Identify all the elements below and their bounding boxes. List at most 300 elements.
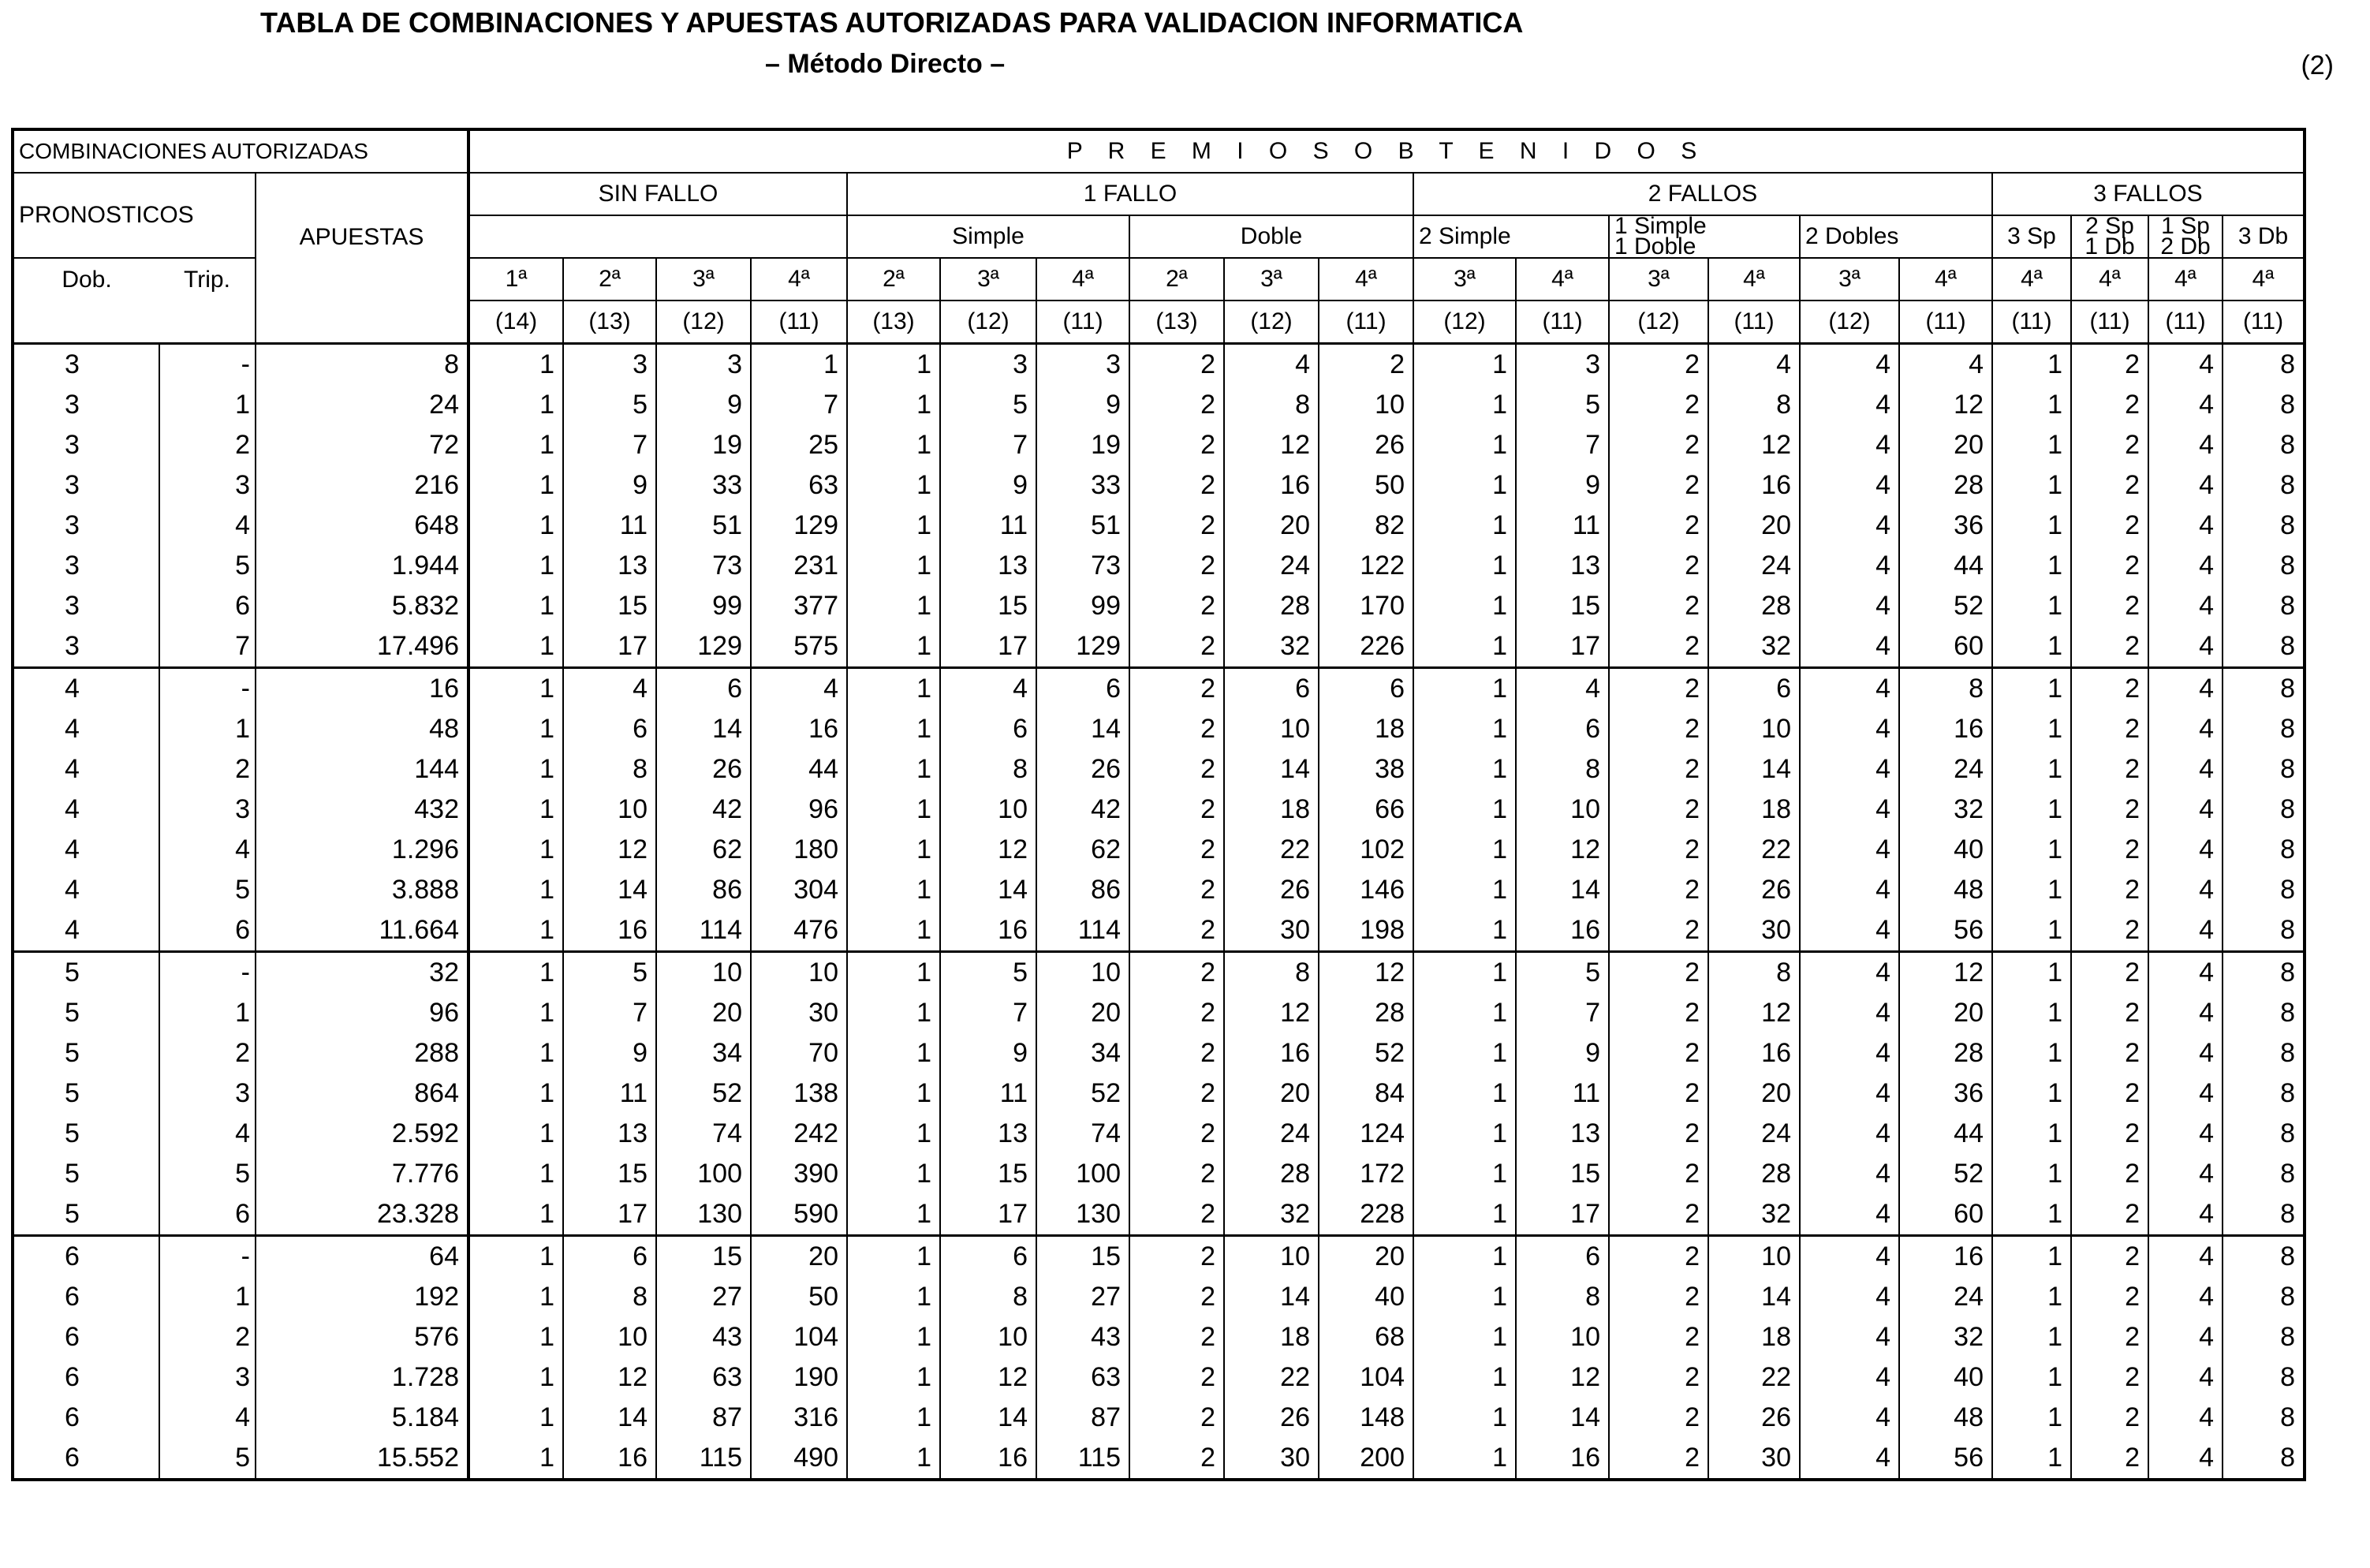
premio-cell: 1	[847, 1398, 940, 1438]
premio-cell: 3	[1036, 344, 1129, 386]
triples-cell: 4	[159, 1398, 256, 1438]
premio-cell: 8	[2223, 910, 2305, 952]
premio-cell: 2	[1609, 1154, 1708, 1194]
premio-cell: 13	[940, 1114, 1036, 1154]
premio-cell: 1	[468, 709, 563, 749]
premio-cell: 2	[1129, 952, 1224, 994]
apuestas-cell: 576	[256, 1317, 468, 1357]
premio-cell: 17	[1516, 626, 1609, 668]
premio-cell: 1	[468, 1277, 563, 1317]
premio-cell: 1	[1992, 993, 2071, 1033]
premio-cell: 172	[1319, 1154, 1413, 1194]
premio-cell: 8	[2223, 1154, 2305, 1194]
premio-cell: 231	[751, 546, 847, 586]
premio-cell: 1	[847, 1073, 940, 1114]
premio-cell: 4	[2148, 1236, 2223, 1278]
premio-cell: 1	[847, 709, 940, 749]
premio-cell: 52	[1899, 586, 1992, 626]
premio-cell: 12	[1224, 425, 1319, 465]
premio-cell: 2	[2071, 1114, 2148, 1154]
table-row	[13, 830, 2305, 870]
sub-2-sp: 2 Sp	[2085, 215, 2134, 239]
dobles-cell: 5	[13, 1033, 159, 1073]
premio-cell: 52	[1319, 1033, 1413, 1073]
premio-cell: 16	[751, 709, 847, 749]
apuestas-cell: 24	[256, 385, 468, 425]
premio-cell: 1	[847, 830, 940, 870]
premio-cell: 2	[1609, 586, 1708, 626]
premio-cell: 2	[1609, 910, 1708, 952]
triples-cell: 1	[159, 385, 256, 425]
apuestas-cell: 144	[256, 749, 468, 790]
category-header: 3ª	[656, 258, 751, 301]
premio-cell: 115	[656, 1438, 751, 1480]
premio-cell: 1	[1413, 870, 1516, 910]
premio-cell: 390	[751, 1154, 847, 1194]
apuestas-cell: 1.944	[256, 546, 468, 586]
premio-cell: 2	[2071, 385, 2148, 425]
premio-cell: 25	[751, 425, 847, 465]
document-title: TABLA DE COMBINACIONES Y APUESTAS AUTORIZADAS PARA VALIDACION INFORMATICA	[260, 6, 1524, 39]
premio-cell: 63	[751, 465, 847, 506]
premio-cell: 24	[1708, 1114, 1800, 1154]
premio-cell: 4	[1800, 870, 1899, 910]
premio-cell: 1	[847, 344, 940, 386]
premio-cell: 1	[1992, 1194, 2071, 1236]
category-header: 4ª	[751, 258, 847, 301]
premio-cell: 18	[1224, 1317, 1319, 1357]
premio-cell: 2	[2071, 910, 2148, 952]
dobles-cell: 3	[13, 465, 159, 506]
premio-cell: 1	[468, 910, 563, 952]
premio-cell: 12	[1319, 952, 1413, 994]
premio-cell: 14	[1516, 1398, 1609, 1438]
trip-spacer	[159, 301, 256, 344]
premio-cell: 2	[2071, 1194, 2148, 1236]
premio-cell: 1	[468, 344, 563, 386]
premio-cell: 2	[2071, 709, 2148, 749]
premio-cell: 10	[1516, 1317, 1609, 1357]
hits-header: (14)	[468, 301, 563, 344]
premio-cell: 8	[2223, 749, 2305, 790]
premio-cell: 2	[1129, 1114, 1224, 1154]
triples-cell: 3	[159, 1357, 256, 1398]
table-row	[13, 1357, 2305, 1398]
premio-cell: 11	[563, 506, 656, 546]
premio-cell: 36	[1899, 1073, 1992, 1114]
premio-cell: 1	[847, 586, 940, 626]
premio-cell: 1	[468, 1033, 563, 1073]
premio-cell: 51	[656, 506, 751, 546]
premio-cell: 70	[751, 1033, 847, 1073]
category-header: 4ª	[1708, 258, 1800, 301]
premio-cell: 1	[468, 1194, 563, 1236]
premio-cell: 8	[2223, 870, 2305, 910]
premio-cell: 1	[1992, 870, 2071, 910]
premio-cell: 1	[847, 506, 940, 546]
page-number: (2)	[2301, 50, 2334, 80]
premio-cell: 1	[847, 993, 940, 1033]
premio-cell: 1	[847, 1357, 940, 1398]
dobles-cell: 3	[13, 506, 159, 546]
premio-cell: 4	[2148, 668, 2223, 710]
premio-cell: 16	[1224, 1033, 1319, 1073]
hits-header: (11)	[1899, 301, 1992, 344]
dobles-cell: 5	[13, 1154, 159, 1194]
premio-cell: 30	[1708, 1438, 1800, 1480]
premio-cell: 1	[468, 586, 563, 626]
dobles-cell: 3	[13, 586, 159, 626]
premio-cell: 1	[847, 1033, 940, 1073]
premio-cell: 19	[1036, 425, 1129, 465]
premio-cell: 9	[563, 1033, 656, 1073]
premio-cell: 3	[656, 344, 751, 386]
apuestas-cell: 32	[256, 952, 468, 994]
premio-cell: 66	[1319, 790, 1413, 830]
premio-cell: 1	[1413, 385, 1516, 425]
premio-cell: 1	[468, 1398, 563, 1438]
sub-2sp-1db	[2071, 215, 2148, 258]
premio-cell: 4	[2148, 1033, 2223, 1073]
premio-cell: 4	[2148, 1194, 2223, 1236]
triples-cell: 2	[159, 1033, 256, 1073]
premio-cell: 99	[656, 586, 751, 626]
premio-cell: 9	[940, 1033, 1036, 1073]
premio-cell: 12	[1899, 952, 1992, 994]
premio-cell: 10	[563, 790, 656, 830]
premio-cell: 10	[563, 1317, 656, 1357]
premio-cell: 4	[2148, 1398, 2223, 1438]
premio-cell: 2	[2071, 870, 2148, 910]
premio-cell: 12	[940, 1357, 1036, 1398]
dobles-cell: 4	[13, 749, 159, 790]
premio-cell: 6	[1708, 668, 1800, 710]
triples-cell: 1	[159, 993, 256, 1033]
premio-cell: 1	[1413, 546, 1516, 586]
premio-cell: 1	[1413, 952, 1516, 994]
premio-cell: 1	[847, 1438, 940, 1480]
premio-cell: 1	[1413, 1438, 1516, 1480]
premio-cell: 8	[2223, 830, 2305, 870]
premio-cell: 2	[1609, 1438, 1708, 1480]
premio-cell: 60	[1899, 1194, 1992, 1236]
premio-cell: 10	[1224, 1236, 1319, 1278]
premio-cell: 12	[1899, 385, 1992, 425]
premio-cell: 24	[1224, 1114, 1319, 1154]
premio-cell: 102	[1319, 830, 1413, 870]
premio-cell: 26	[1708, 870, 1800, 910]
premio-cell: 2	[1609, 870, 1708, 910]
premio-cell: 20	[1224, 1073, 1319, 1114]
premio-cell: 4	[2148, 830, 2223, 870]
premio-cell: 1	[1992, 1317, 2071, 1357]
premio-cell: 1	[847, 626, 940, 668]
category-header: 2ª	[847, 258, 940, 301]
premio-cell: 6	[563, 1236, 656, 1278]
category-header: 4ª	[1319, 258, 1413, 301]
apuestas-cell: 8	[256, 344, 468, 386]
premio-cell: 2	[2071, 1438, 2148, 1480]
premio-cell: 4	[2148, 385, 2223, 425]
premio-cell: 2	[1609, 1317, 1708, 1357]
premio-cell: 8	[2223, 1398, 2305, 1438]
hits-header: (11)	[1516, 301, 1609, 344]
premio-cell: 10	[1319, 385, 1413, 425]
premio-cell: 14	[563, 870, 656, 910]
premio-cell: 4	[2148, 1438, 2223, 1480]
premio-cell: 52	[1899, 1154, 1992, 1194]
premio-cell: 11	[563, 1073, 656, 1114]
premio-cell: 1	[468, 425, 563, 465]
premio-cell: 2	[2071, 830, 2148, 870]
premio-cell: 14	[1516, 870, 1609, 910]
premio-cell: 4	[940, 668, 1036, 710]
apuestas-cell: 864	[256, 1073, 468, 1114]
dobles-cell: 4	[13, 790, 159, 830]
premio-cell: 12	[1708, 993, 1800, 1033]
group-3-fallos: 3 FALLOS	[1992, 173, 2305, 215]
premio-cell: 8	[1708, 952, 1800, 994]
group-sin-fallo: SIN FALLO	[468, 173, 847, 215]
table-row	[13, 586, 2305, 626]
premio-cell: 62	[1036, 830, 1129, 870]
premio-cell: 2	[1609, 1398, 1708, 1438]
premio-cell: 8	[1708, 385, 1800, 425]
premio-cell: 10	[1516, 790, 1609, 830]
premio-cell: 2	[2071, 1033, 2148, 1073]
table-row	[13, 709, 2305, 749]
premio-cell: 6	[940, 1236, 1036, 1278]
premio-cell: 1	[1413, 1154, 1516, 1194]
premio-cell: 4	[1516, 668, 1609, 710]
premio-cell: 242	[751, 1114, 847, 1154]
premio-cell: 18	[1224, 790, 1319, 830]
premio-cell: 2	[1129, 1073, 1224, 1114]
dobles-cell: 5	[13, 952, 159, 994]
premio-cell: 22	[1708, 1357, 1800, 1398]
premio-cell: 7	[1516, 425, 1609, 465]
triples-cell: 4	[159, 506, 256, 546]
premio-cell: 26	[656, 749, 751, 790]
table-row	[13, 1317, 2305, 1357]
premio-cell: 87	[656, 1398, 751, 1438]
apuestas-cell: 648	[256, 506, 468, 546]
premio-cell: 590	[751, 1194, 847, 1236]
premio-cell: 2	[2071, 1398, 2148, 1438]
premio-cell: 8	[2223, 1438, 2305, 1480]
apuestas-header: APUESTAS	[256, 173, 468, 258]
premio-cell: 2	[1129, 586, 1224, 626]
dob-header: Dob.	[13, 258, 159, 301]
premio-cell: 1	[847, 1236, 940, 1278]
premio-cell: 1	[468, 506, 563, 546]
table-row	[13, 1033, 2305, 1073]
premio-cell: 1	[1413, 1277, 1516, 1317]
premio-cell: 26	[1224, 1398, 1319, 1438]
premio-cell: 2	[1129, 1357, 1224, 1398]
pronosticos-header: PRONOSTICOS	[13, 173, 256, 258]
triples-cell: 2	[159, 749, 256, 790]
premio-cell: 4	[1800, 1317, 1899, 1357]
premio-cell: 2	[1129, 993, 1224, 1033]
premio-cell: 1	[468, 749, 563, 790]
sub-3-sp: 3 Sp	[1992, 215, 2071, 258]
premio-cell: 4	[2148, 1317, 2223, 1357]
premio-cell: 44	[1899, 1114, 1992, 1154]
premio-cell: 2	[2071, 344, 2148, 386]
premio-cell: 30	[1224, 910, 1319, 952]
table-row	[13, 626, 2305, 668]
premio-cell: 2	[1129, 626, 1224, 668]
premio-cell: 4	[1224, 344, 1319, 386]
premio-cell: 28	[1899, 1033, 1992, 1073]
premio-cell: 1	[1413, 1194, 1516, 1236]
premio-cell: 8	[2223, 626, 2305, 668]
premio-cell: 7	[563, 425, 656, 465]
premio-cell: 122	[1319, 546, 1413, 586]
table-row	[13, 1277, 2305, 1317]
premio-cell: 2	[1129, 1317, 1224, 1357]
premio-cell: 24	[1899, 1277, 1992, 1317]
premio-cell: 13	[1516, 1114, 1609, 1154]
premio-cell: 84	[1319, 1073, 1413, 1114]
premio-cell: 82	[1319, 506, 1413, 546]
apuestas-cell: 192	[256, 1277, 468, 1317]
premio-cell: 16	[1708, 465, 1800, 506]
premio-cell: 1	[1992, 1357, 2071, 1398]
table-row	[13, 1154, 2305, 1194]
premio-cell: 1	[1413, 709, 1516, 749]
premio-cell: 2	[1129, 1277, 1224, 1317]
premio-cell: 13	[940, 546, 1036, 586]
premio-cell: 43	[1036, 1317, 1129, 1357]
premio-cell: 15	[563, 1154, 656, 1194]
dobles-cell: 3	[13, 425, 159, 465]
premio-cell: 1	[1413, 586, 1516, 626]
premio-cell: 2	[1129, 749, 1224, 790]
sub-doble: Doble	[1129, 215, 1413, 258]
premio-cell: 14	[1708, 1277, 1800, 1317]
premio-cell: 2	[1609, 425, 1708, 465]
premio-cell: 1	[847, 668, 940, 710]
premio-cell: 3	[563, 344, 656, 386]
premio-cell: 8	[2223, 586, 2305, 626]
premio-cell: 19	[656, 425, 751, 465]
premio-cell: 43	[656, 1317, 751, 1357]
premio-cell: 8	[2223, 668, 2305, 710]
sub-1-db: 1 Db	[2084, 233, 2135, 258]
apuestas-cell: 288	[256, 1033, 468, 1073]
dobles-cell: 6	[13, 1357, 159, 1398]
premio-cell: 170	[1319, 586, 1413, 626]
table-row	[13, 506, 2305, 546]
premio-cell: 28	[1319, 993, 1413, 1033]
premio-cell: 4	[1800, 1114, 1899, 1154]
premio-cell: 100	[1036, 1154, 1129, 1194]
premio-cell: 14	[1036, 709, 1129, 749]
premio-cell: 4	[1800, 1033, 1899, 1073]
premio-cell: 16	[1899, 709, 1992, 749]
premio-cell: 10	[1708, 709, 1800, 749]
premio-cell: 2	[1129, 385, 1224, 425]
category-header: 3ª	[1800, 258, 1899, 301]
premio-cell: 20	[1708, 506, 1800, 546]
premio-cell: 2	[1129, 1398, 1224, 1438]
category-header: 2ª	[1129, 258, 1224, 301]
dobles-cell: 4	[13, 910, 159, 952]
premio-cell: 4	[751, 668, 847, 710]
premio-cell: 22	[1224, 830, 1319, 870]
premio-cell: 1	[468, 1438, 563, 1480]
premio-cell: 2	[1609, 993, 1708, 1033]
premio-cell: 14	[1708, 749, 1800, 790]
premio-cell: 2	[1609, 749, 1708, 790]
premio-cell: 4	[2148, 506, 2223, 546]
premio-cell: 48	[1899, 1398, 1992, 1438]
premio-cell: 28	[1899, 465, 1992, 506]
dobles-cell: 6	[13, 1317, 159, 1357]
premio-cell: 9	[563, 465, 656, 506]
premio-cell: 4	[1800, 425, 1899, 465]
premio-cell: 14	[940, 1398, 1036, 1438]
premio-cell: 6	[940, 709, 1036, 749]
premio-cell: 1	[1992, 506, 2071, 546]
premio-cell: 1	[1992, 1277, 2071, 1317]
premio-cell: 8	[563, 1277, 656, 1317]
premio-cell: 32	[1224, 626, 1319, 668]
premio-cell: 32	[1899, 1317, 1992, 1357]
premio-cell: 129	[751, 506, 847, 546]
premio-cell: 9	[1516, 465, 1609, 506]
premio-cell: 1	[1413, 344, 1516, 386]
premio-cell: 86	[656, 870, 751, 910]
premio-cell: 2	[1609, 668, 1708, 710]
premio-cell: 5	[940, 952, 1036, 994]
apuestas-cell: 48	[256, 709, 468, 749]
premio-cell: 1	[847, 790, 940, 830]
premio-cell: 13	[563, 1114, 656, 1154]
premio-cell: 16	[1899, 1236, 1992, 1278]
premio-cell: 2	[2071, 1154, 2148, 1194]
triples-cell: 6	[159, 586, 256, 626]
premio-cell: 138	[751, 1073, 847, 1114]
premio-cell: 4	[2148, 1277, 2223, 1317]
hits-header: (11)	[1708, 301, 1800, 344]
category-header: 3ª	[940, 258, 1036, 301]
premio-cell: 96	[751, 790, 847, 830]
premio-cell: 2	[1609, 1114, 1708, 1154]
premio-cell: 1	[847, 465, 940, 506]
premio-cell: 1	[1992, 1114, 2071, 1154]
premio-cell: 1	[1992, 790, 2071, 830]
premio-cell: 1	[1413, 1357, 1516, 1398]
premio-cell: 24	[1224, 546, 1319, 586]
premio-cell: 8	[2223, 425, 2305, 465]
apuestas-cell: 3.888	[256, 870, 468, 910]
premio-cell: 2	[1129, 344, 1224, 386]
table-row	[13, 870, 2305, 910]
apuestas-cell: 216	[256, 465, 468, 506]
premio-cell: 8	[940, 1277, 1036, 1317]
premio-cell: 4	[2148, 790, 2223, 830]
premio-cell: 10	[940, 1317, 1036, 1357]
premio-cell: 1	[847, 910, 940, 952]
premio-cell: 11	[940, 506, 1036, 546]
premio-cell: 50	[1319, 465, 1413, 506]
premio-cell: 27	[1036, 1277, 1129, 1317]
premio-cell: 1	[1413, 1114, 1516, 1154]
hits-header: (12)	[940, 301, 1036, 344]
